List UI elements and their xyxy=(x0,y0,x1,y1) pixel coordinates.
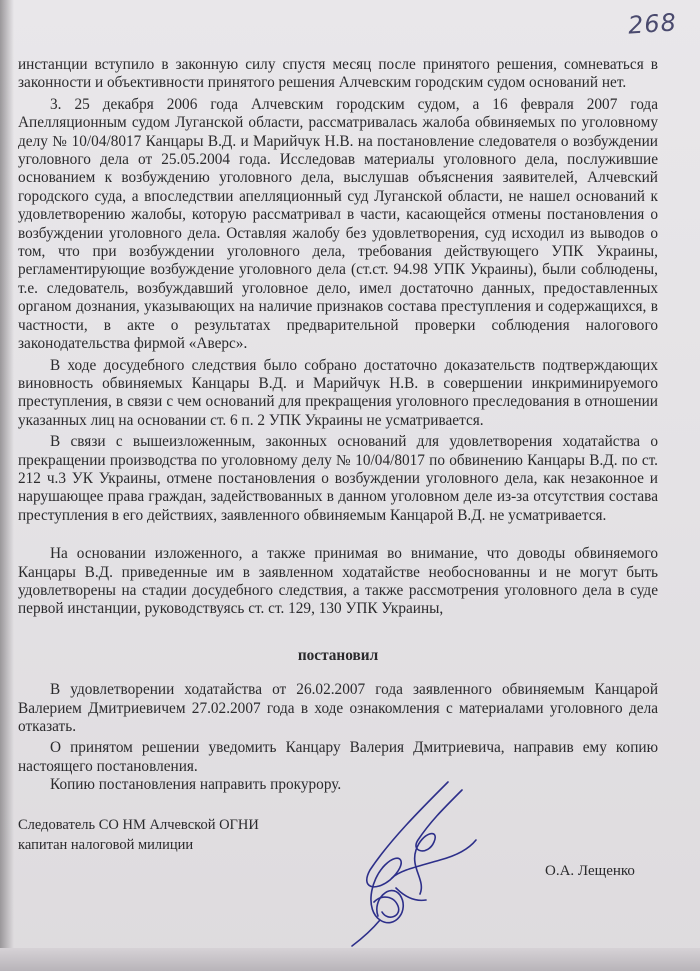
signatory-position-line1: Следователь СО НМ Алчевской ОГНИ xyxy=(18,817,259,833)
paragraph-continuation: инстанции вступило в законную силу спустя месяц после принятого решения, сомневаться в законности и объективности принятого решения Алчевским городским судом оснований нет. xyxy=(18,56,658,92)
signatory-position xyxy=(18,815,259,855)
paragraph-court-review: 3. 25 декабря 2006 года Алчевским городским судом, а 16 февраля 2007 года Апелляционным судом Луганской области, рассматривалась жалоба обвиняемых по уголовному делу № 10/04/8017 Канцары В.Д. и Марийчук Н.В. на постановление следователя о возбуждении уголовного дела от 25.05.2004 года. Исследовав материалы уголовного дела, послужившие основанием к возбуждению уголовного дела, выслушав объяснения заявителей, Алчевский городского суда, а впоследствии апелляционный суд Луганской области, не нашел оснований к удовлетворению жалобы, которую рассматривал в части, касающейся отмены постановления о возбуждении уголовного дела. Оставляя жалобу без удовлетворения, суд исходил из выводов о том, что при возбуждении уголовного дела, требования действующего УПК Украины, регламентирующие возбуждение уголовного дела (ст.ст. 94.98 УПК Украины), были соблюдены, т.е. следователь, возбуждавший уголовное дело, имел достаточно данных, предоставленных органом дознания, указывающих на наличие признаков состава преступления и содержащихся, в частности, в акте о результатах предварительной проверки соблюдения налогового законодательства фирмой «Аверс». xyxy=(18,95,658,353)
resolution-item-copy: Копию постановления направить прокурору. xyxy=(50,776,342,794)
resolution-item-notify: О принятом решении уведомить Канцару Валерия Дмитриевича, направив ему копию настоящего постановления. xyxy=(18,739,658,775)
binding-shadow xyxy=(0,0,14,971)
resolution-heading: постановил xyxy=(297,646,379,664)
document-body xyxy=(18,56,658,795)
page-number: 268 xyxy=(627,8,678,40)
signatory-name: О.А. Лещенко xyxy=(545,863,635,879)
paragraph-grounds: На основании изложенного, а также принимая во внимание, что доводы обвиняемого Канцары В.Д. приведенные им в заявленном ходатайстве необоснованны и не могут быть удовлетворены на стадии досудебного следствия, а также рассмотрения уголовного дела в суде первой инстанции, руководствуясь ст. ст. 129, 130 УПК Украины, xyxy=(18,545,658,618)
signatory-position-line2: капитан налоговой милиции xyxy=(18,837,194,853)
page-bottom-band xyxy=(0,948,700,971)
paragraph-conclusion: В связи с вышеизложенным, законных оснований для удовлетворения ходатайства о прекращении производства по уголовному делу № 10/04/8017 по обвинению Канцары В.Д. по ст. 212 ч.3 УК Украины, отмене постановления о возбуждении уголовного дела, как незаконное и нарушающее права граждан, задействованных в данном уголовном деле из-за отсутствия состава преступления в его действиях, заявленного обвиняемым Канцарой В.Д. не усматривается. xyxy=(18,433,658,524)
paragraph-evidence: В ходе досудебного следствия было собрано достаточно доказательств подтверждающих виновность обвиняемых Канцары В.Д. и Марийчук Н.В. в совершении инкриминируемого преступления, в связи с чем оснований для прекращения уголовного преследования в отношении указанных лиц на основании ст. 6 п. 2 УПК Украины не усматривается. xyxy=(18,356,658,429)
handwritten-signature xyxy=(330,770,480,950)
resolution-item-refuse: В удовлетворении ходатайства от 26.02.2007 года заявленного обвиняемым Канцарой Валерием Дмитриевичем 27.02.2007 года в ходе ознакомления с материалами уголовного дела отказать. xyxy=(18,681,658,735)
